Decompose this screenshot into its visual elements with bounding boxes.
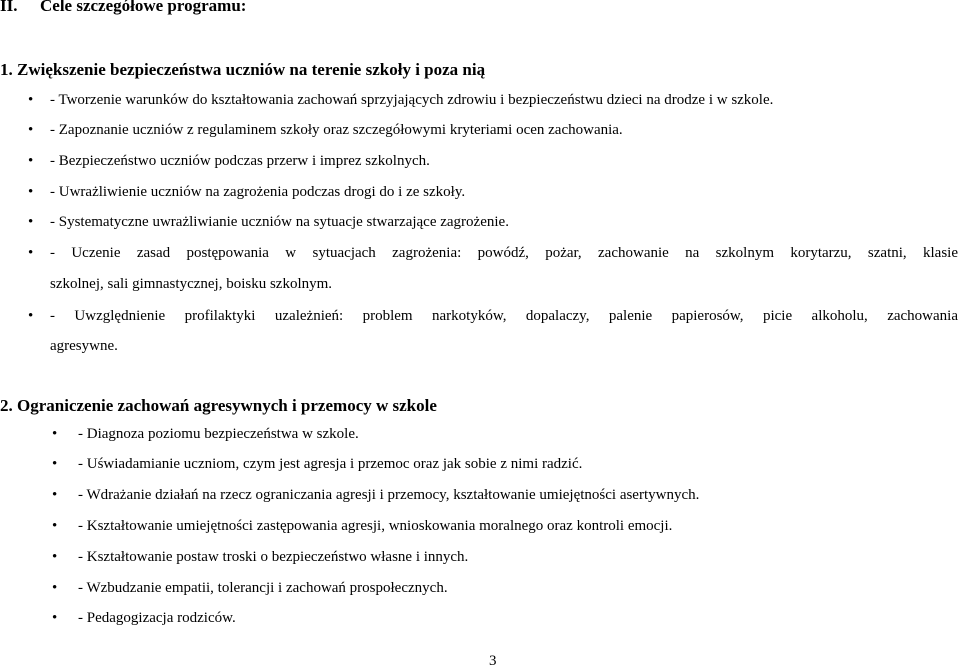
- bullet-icon: •: [28, 153, 34, 169]
- bullet-icon: •: [28, 214, 34, 230]
- bullet-icon: •: [52, 580, 58, 596]
- goal1-item-7-continued: agresywne.: [50, 338, 118, 354]
- section-number: II.: [0, 0, 18, 15]
- goal1-item-6-continued: szkolnej, sali gimnastycznej, boisku szkolnym.: [50, 276, 333, 292]
- goal1-heading: 1. Zwiększenie bezpieczeństwa uczniów na terenie szkoły i poza nią: [0, 60, 486, 79]
- goal1-item-2: - Zapoznanie uczniów z regulaminem szkoły oraz szczegółowymi kryteriami ocen zachowania.: [50, 122, 623, 138]
- bullet-icon: •: [28, 308, 34, 324]
- bullet-icon: •: [52, 518, 58, 534]
- goal1-item-1: - Tworzenie warunków do kształtowania zachowań sprzyjających zdrowiu i bezpieczeństwu dzieci na drodze i w szkole.: [50, 92, 774, 108]
- goal1-item-6: - Uczenie zasad postępowania w sytuacjach zagrożenia: powódź, pożar, zachowanie na szkolnym korytarzu, szatni, klasie: [50, 245, 958, 261]
- goal1-item-4: - Uwrażliwienie uczniów na zagrożenia podczas drogi do i ze szkoły.: [50, 184, 466, 200]
- bullet-icon: •: [28, 92, 34, 108]
- bullet-icon: •: [28, 245, 34, 261]
- bullet-icon: •: [28, 122, 34, 138]
- goal1-item-5: - Systematyczne uwrażliwianie uczniów na sytuacje stwarzające zagrożenie.: [50, 214, 509, 230]
- goal2-item-4: - Kształtowanie umiejętności zastępowania agresji, wnioskowania moralnego oraz kontroli emocji.: [78, 518, 673, 534]
- bullet-icon: •: [28, 184, 34, 200]
- bullet-icon: •: [52, 487, 58, 503]
- goal1-item-3: - Bezpieczeństwo uczniów podczas przerw i imprez szkolnych.: [50, 153, 430, 169]
- bullet-icon: •: [52, 456, 58, 472]
- goal2-item-2: - Uświadamianie uczniom, czym jest agresja i przemoc oraz jak sobie z nimi radzić.: [78, 456, 583, 472]
- goal2-item-6: - Wzbudzanie empatii, tolerancji i zachowań prospołecznych.: [78, 580, 448, 596]
- goal2-item-3: - Wdrażanie działań na rzecz ograniczania agresji i przemocy, kształtowanie umiejętności asertywnych.: [78, 487, 700, 503]
- goal2-item-5: - Kształtowanie postaw troski o bezpieczeństwo własne i innych.: [78, 549, 469, 565]
- bullet-icon: •: [52, 426, 58, 442]
- bullet-icon: •: [52, 549, 58, 565]
- page-number: 3: [489, 653, 497, 669]
- goal1-item-7: - Uwzględnienie profilaktyki uzależnień: problem narkotyków, dopalaczy, palenie papierosów, picie alkoholu, zachowania: [50, 308, 958, 324]
- goal2-item-1: - Diagnoza poziomu bezpieczeństwa w szkole.: [78, 426, 359, 442]
- section-title: Cele szczegółowe programu:: [40, 0, 247, 15]
- goal2-item-7: - Pedagogizacja rodziców.: [78, 610, 236, 626]
- goal2-heading: 2. Ograniczenie zachowań agresywnych i przemocy w szkole: [0, 396, 437, 415]
- bullet-icon: •: [52, 610, 58, 626]
